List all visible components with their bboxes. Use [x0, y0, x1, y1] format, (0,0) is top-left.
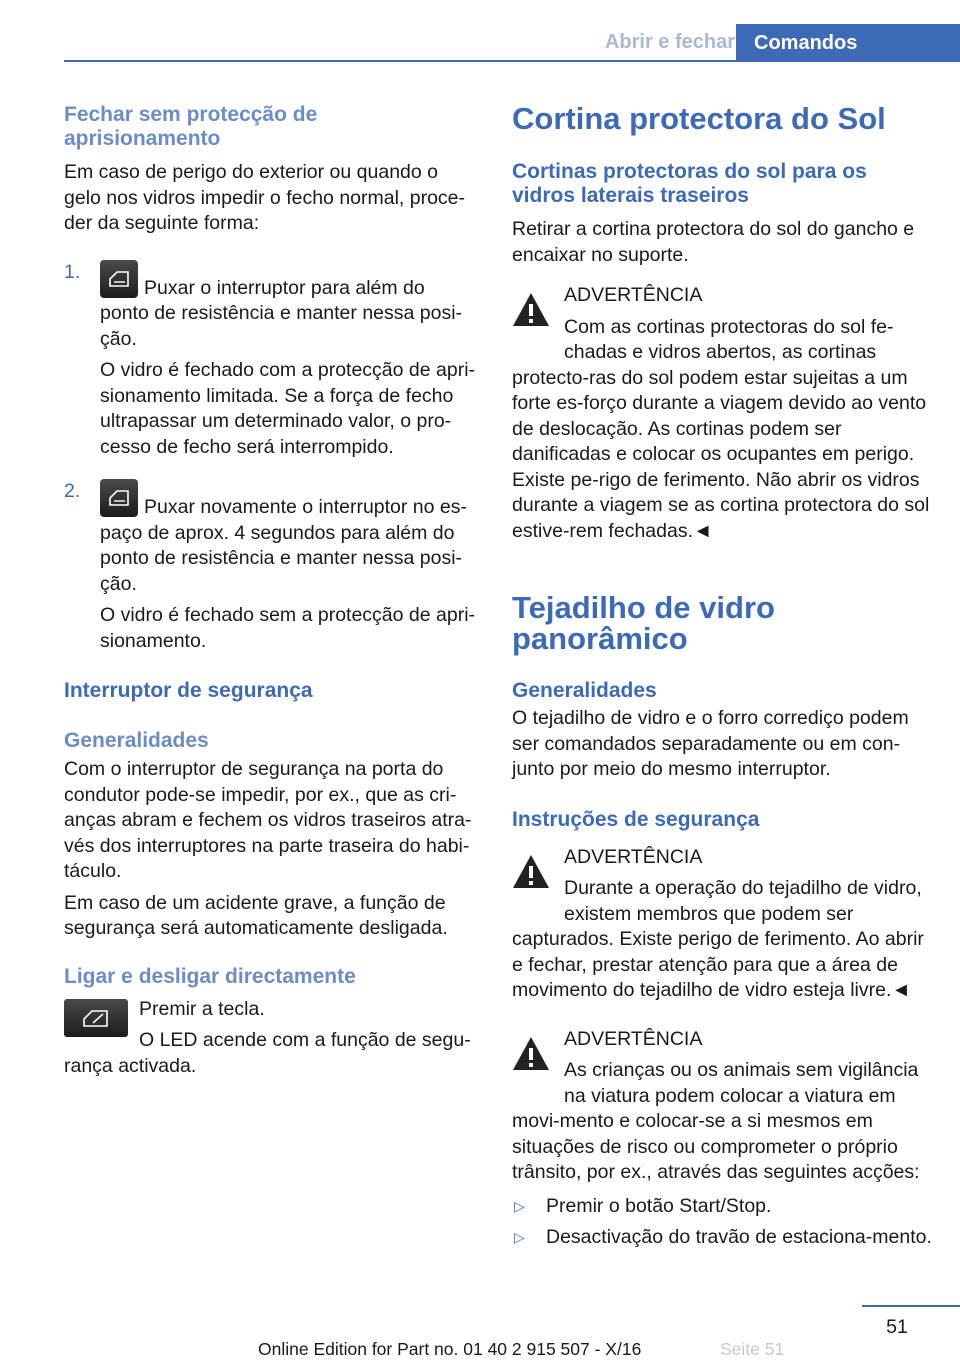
toggle-step-1: Premir a tecla.: [139, 997, 265, 1020]
step-note: O vidro é fechado sem a protecção de apri-sionamento.: [100, 604, 476, 652]
step-number: 1.: [64, 260, 81, 283]
right-column: [512, 103, 932, 1251]
step-note: O vidro é fechado com a protecção de apri-sionamento limitada. Se a força de fecho ultrapassar um determinado valor, o pro-cesso de fecho será interrompido.: [100, 359, 476, 458]
paragraph-roof: O tejadilho de vidro e o forro corrediço podem ser comandados separadamente ou em con-junto por meio do mesmo interruptor.: [512, 707, 909, 780]
header-section-tab[interactable]: Abrir e fechar: [604, 31, 735, 53]
header-chapter-tab[interactable]: Comandos: [736, 24, 960, 62]
heading-roof-general: Generalidades: [512, 679, 657, 702]
child-lock-button-icon: [64, 999, 128, 1037]
warning-triangle-icon: [512, 291, 550, 329]
warning-triangle-icon: [512, 853, 550, 891]
window-switch-icon: [100, 479, 138, 517]
running-header: [64, 24, 960, 62]
warning-title: ADVERTÊNCIA: [564, 1027, 703, 1050]
warning-text: Com as cortinas protectoras do sol fe-chadas e vidros abertos, as cortinas protecto-ras do sol podem estar sujeitas a um forte es-forço durante a viagem devido ao vento de deslocação. As cortinas podem ser danificadas e colocar os ocupantes em perigo. Existe pe-rigo de ferimento. Não abrir os vidros durante a viagem se as cortina protectora do sol estive-rem fechadas.◄: [512, 315, 930, 542]
heading-panoramic-roof: Tejadilho de vidro panorâmico: [512, 590, 775, 656]
heading-toggle-directly: Ligar e desligar directamente: [64, 964, 356, 988]
warning-title: ADVERTÊNCIA: [564, 845, 703, 868]
paragraph-close-intro: Em caso de perigo do exterior ou quando o gelo nos vidros impedir o fecho normal, proce-der da seguinte forma:: [64, 161, 466, 234]
warning-roof: [512, 845, 932, 1004]
triangle-bullet-icon: ▷: [514, 1229, 525, 1245]
step-number: 2.: [64, 480, 81, 502]
window-switch-icon: [100, 260, 138, 298]
header-rule: [64, 60, 960, 62]
page-number-rule: [862, 1305, 960, 1307]
step-1-note: [64, 358, 476, 460]
heading-safety-instructions: Instruções de segurança: [512, 807, 760, 831]
paragraph-blinds: Retirar a cortina protectora do sol do gancho e encaixar no suporte.: [512, 218, 915, 266]
heading-general: Generalidades: [64, 729, 209, 752]
step-2-note: [64, 603, 476, 654]
warning-children: [512, 1027, 932, 1186]
heading-close-without-protection: Fechar sem protecção de aprisionamento: [64, 103, 318, 150]
warning-text: As crianças ou os animais sem vigilância na viatura podem colocar a viatura em movi-mento e colocar-se a si mesmos em situações de risco ou comprometer o próprio trânsito, por ex., através das seguintes acções:: [512, 1059, 920, 1183]
warning-blinds: [512, 283, 932, 544]
step-text: Puxar novamente o interruptor no es-paço de aprox. 4 segundos para além do ponto de resistência e manter nessa posi-ção.: [100, 479, 476, 597]
paragraph-general-1: Com o interruptor de segurança na porta do condutor pode-se impedir, por ex., que as cri-anças abram e fechem os vidros traseiros atra-vés dos interruptores na parte traseira do habi-táculo.: [64, 758, 472, 882]
list-item: ▷ Premir o botão Start/Stop.: [512, 1194, 932, 1220]
step-1: [64, 260, 476, 353]
page-number: 51: [886, 1316, 908, 1338]
paragraph-general-2: Em caso de um acidente grave, a função de segurança será automaticamente desligada.: [64, 891, 448, 939]
warning-title: ADVERTÊNCIA: [564, 284, 703, 306]
left-column: [64, 103, 476, 1079]
warning-text: Durante a operação do tejadilho de vidro, existem membros que podem ser capturados. Existe perigo de ferimento. Ao abrir e fechar, prestar atenção para que a área de movimento do tejadilho de vidro esteja livre.◄: [512, 877, 924, 1001]
toggle-step-2: O LED acende com a função de segu-rança activada.: [64, 1029, 471, 1077]
step-2: [64, 479, 476, 597]
edition-footer: Online Edition for Part no. 01 40 2 915 507 - X/16: [258, 1339, 642, 1359]
triangle-bullet-icon: ▷: [514, 1197, 525, 1214]
heading-safety-switch: Interruptor de segurança: [64, 679, 313, 702]
toggle-block: [64, 997, 476, 1080]
warning-triangle-icon: [512, 1035, 550, 1073]
heading-sunshade: Cortina protectora do Sol: [512, 101, 886, 136]
step-text: Puxar o interruptor para além do ponto de resistência e manter nessa posi-ção.: [100, 260, 476, 353]
watermark: Seite 51: [720, 1339, 785, 1359]
list-item: ▷ Desactivação do travão de estaciona-mento.: [512, 1225, 932, 1251]
heading-side-blinds: Cortinas protectoras do sol para os vidros laterais traseiros: [512, 160, 867, 207]
